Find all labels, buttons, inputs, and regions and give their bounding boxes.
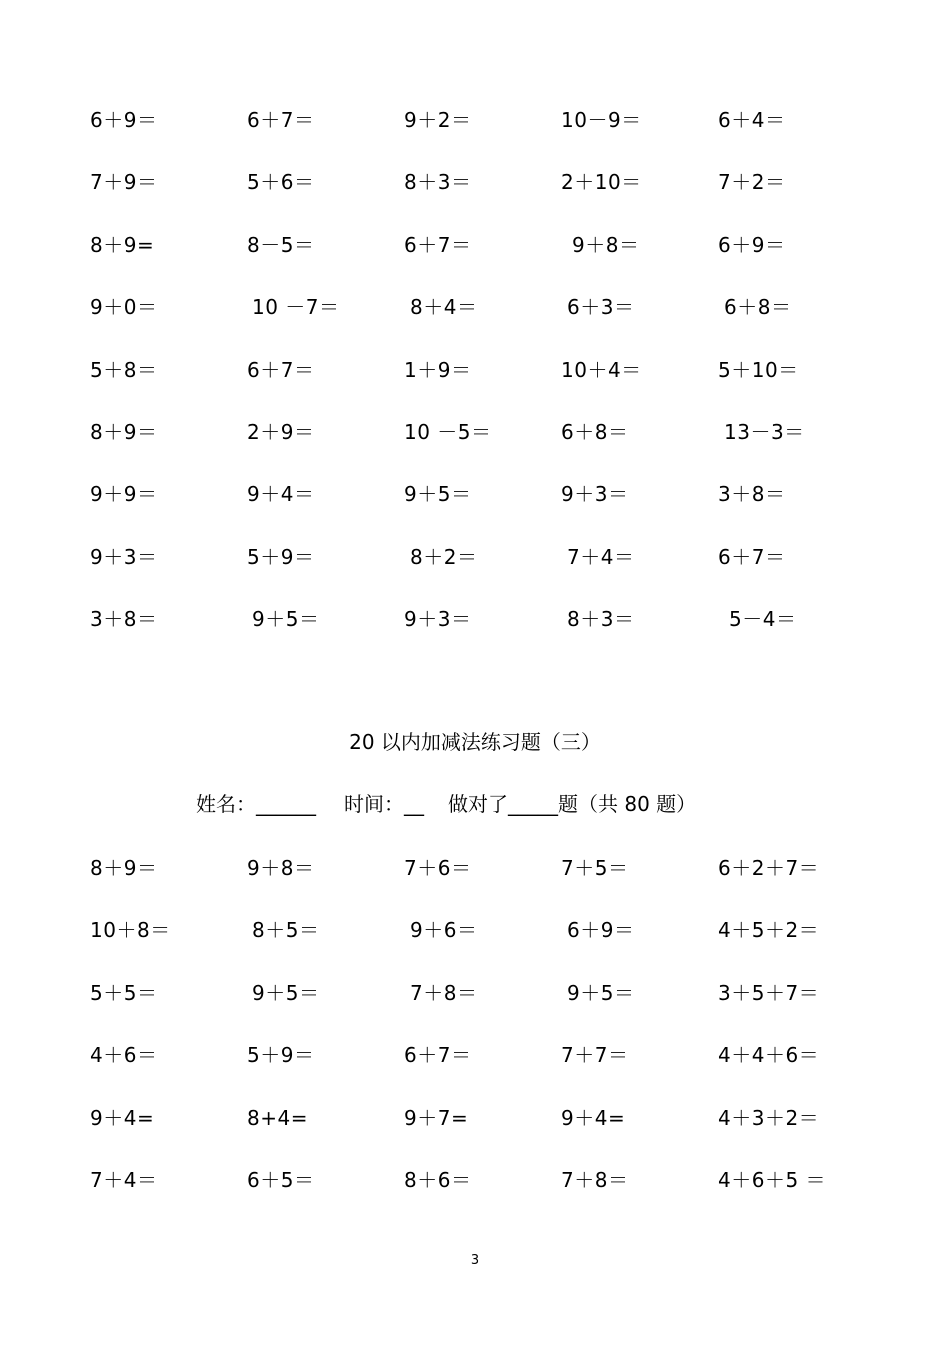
math-problem: 5＋8＝: [90, 357, 158, 382]
math-problem: 10＋4＝: [561, 357, 642, 382]
math-problem: 8＋6＝: [404, 1167, 472, 1192]
problem-row: [90, 848, 890, 910]
math-problem: 6＋7＝: [718, 544, 786, 569]
math-problem: 9＋7=: [404, 1105, 469, 1130]
math-problem: 8－5＝: [247, 232, 315, 257]
math-problem: 8＋9=: [90, 232, 155, 257]
math-problem: 5＋10＝: [718, 357, 799, 382]
math-problem: 6＋7＝: [247, 357, 315, 382]
time-label: 时间：: [344, 792, 404, 816]
math-problem: 7＋8＝: [561, 1167, 629, 1192]
math-problem: 9＋3＝: [561, 482, 629, 507]
math-problem: 8＋3＝: [567, 607, 635, 632]
problem-row: [90, 973, 890, 1035]
math-problem: 9＋5＝: [252, 980, 320, 1005]
math-problem: 13－3＝: [724, 419, 805, 444]
math-problem: 4＋6＋5 ＝: [718, 1167, 827, 1192]
math-problem: 9＋4=: [90, 1105, 155, 1130]
math-problem: 2＋9＝: [247, 419, 315, 444]
math-problem: 10 －7＝: [252, 295, 340, 320]
math-problem: 7＋6＝: [404, 856, 472, 880]
problem-row: [90, 287, 890, 349]
math-problem: 6＋8＝: [724, 295, 792, 320]
problem-row: [90, 474, 890, 536]
math-problem: 10 －5＝: [404, 419, 492, 444]
math-problem: 6＋3＝: [567, 295, 635, 320]
math-problem: 6＋7＝: [404, 1043, 472, 1068]
math-problem: 6＋7＝: [404, 232, 472, 257]
math-problem: 9＋4＝: [247, 482, 315, 507]
math-problem: 7＋8＝: [410, 980, 478, 1005]
time-blank: __: [404, 792, 424, 816]
math-problem: 4＋3＋2＝: [718, 1105, 820, 1130]
math-problem: 6＋7＝: [247, 108, 315, 132]
math-problem: 7＋4＝: [567, 544, 635, 569]
page-number: 3: [470, 1253, 480, 1268]
math-problem: 7＋7＝: [561, 1043, 629, 1068]
correct-blank: _____: [508, 792, 558, 816]
problem-row: [90, 537, 890, 599]
math-problem: 4＋5＋2＝: [718, 918, 820, 943]
math-problem: 8＋9＝: [90, 419, 158, 444]
problem-row: [90, 599, 890, 661]
math-problem: 6＋2＋7＝: [718, 856, 820, 880]
math-problem: 4＋4＋6＝: [718, 1043, 820, 1068]
problem-row: [90, 162, 890, 224]
problem-row: [90, 350, 890, 412]
math-problem: 5＋9＝: [247, 544, 315, 569]
math-problem: 7＋5＝: [561, 856, 629, 880]
math-problem: 6＋9＝: [718, 232, 786, 257]
math-problem: 7＋2＝: [718, 170, 786, 195]
math-problem: 4＋6＝: [90, 1043, 158, 1068]
math-problem: 6＋4＝: [718, 108, 786, 132]
math-problem: 3＋8＝: [90, 607, 158, 632]
math-problem: 9＋3＝: [404, 607, 472, 632]
math-problem: 9＋5＝: [252, 607, 320, 632]
name-blank: ______: [256, 792, 316, 816]
math-problem: 8＋9＝: [90, 856, 158, 880]
section-title: 20 以内加减法练习题（三）: [349, 730, 601, 754]
math-problem: 6＋5＝: [247, 1167, 315, 1192]
math-problem: 9＋3＝: [90, 544, 158, 569]
math-problem: 6＋8＝: [561, 419, 629, 444]
math-problem: 8＋3＝: [404, 170, 472, 195]
math-problem: 8＋4＝: [410, 295, 478, 320]
problem-row: [90, 1160, 890, 1222]
math-problem: 9＋0＝: [90, 295, 158, 320]
math-problem: 9＋2＝: [404, 108, 472, 132]
problem-row: [90, 412, 890, 474]
math-problem: 9＋5＝: [404, 482, 472, 507]
math-problem: 9＋9＝: [90, 482, 158, 507]
problem-row: [90, 910, 890, 972]
math-problem: 8＋2＝: [410, 544, 478, 569]
correct-label: 做对了: [448, 792, 508, 816]
name-label: 姓名：: [196, 792, 256, 816]
math-problem: 6＋9＝: [90, 108, 158, 132]
math-problem: 5－4＝: [729, 607, 797, 632]
math-problem: 7＋9＝: [90, 170, 158, 195]
math-problem: 9＋5＝: [567, 980, 635, 1005]
math-problem: 3＋5＋7＝: [718, 980, 820, 1005]
math-problem: 5＋6＝: [247, 170, 315, 195]
math-problem: 2＋10＝: [561, 170, 642, 195]
math-problem: 3＋8＝: [718, 482, 786, 507]
math-problem: 6＋9＝: [567, 918, 635, 943]
math-problem: 5＋9＝: [247, 1043, 315, 1068]
student-info-line: [196, 790, 696, 818]
problem-row: [90, 1098, 890, 1160]
total-text: 题（共 80 题）: [558, 792, 697, 816]
problem-row: [90, 1035, 890, 1097]
math-problem: 9＋8＝: [572, 232, 640, 257]
math-problem: 5＋5＝: [90, 980, 158, 1005]
math-problem: 9＋4=: [561, 1105, 626, 1130]
math-problem: 7＋4＝: [90, 1167, 158, 1192]
math-problem: 8＋5＝: [252, 918, 320, 943]
top-problem-grid: [90, 100, 890, 662]
bottom-problem-grid: [90, 848, 890, 1222]
math-problem: 1＋9＝: [404, 357, 472, 382]
math-problem: 8+4=: [247, 1105, 308, 1130]
problem-row: [90, 225, 890, 287]
math-problem: 9＋6＝: [410, 918, 478, 943]
math-problem: 9＋8＝: [247, 856, 315, 880]
math-problem: 10＋8＝: [90, 918, 171, 943]
math-problem: 10－9＝: [561, 108, 642, 132]
problem-row: [90, 100, 890, 162]
